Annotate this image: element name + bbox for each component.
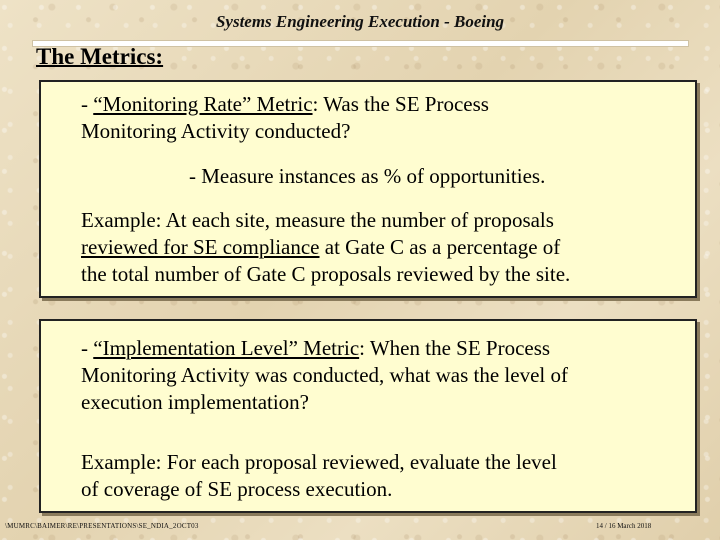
example-line2: of coverage of SE process execution. bbox=[81, 477, 393, 501]
metric-bullet: - bbox=[81, 336, 94, 360]
metric-definition bbox=[81, 91, 671, 145]
example-line1: Example: For each proposal reviewed, evaluate the level bbox=[81, 450, 557, 474]
example-underlined-phrase: reviewed for SE compliance bbox=[81, 235, 320, 259]
measure-note: - Measure instances as % of opportunities. bbox=[189, 164, 546, 188]
metric-bullet: - bbox=[81, 92, 94, 116]
metric-question-part1: : Was the SE Process bbox=[312, 92, 489, 116]
slide-header-title: Systems Engineering Execution - Boeing bbox=[215, 12, 505, 31]
metric-definition bbox=[81, 335, 671, 416]
metric-name: “Monitoring Rate” Metric bbox=[93, 92, 313, 116]
example-line1: Example: At each site, measure the number of proposals bbox=[81, 208, 554, 232]
example-text bbox=[81, 207, 671, 288]
footer-file-path: \MUMRC\BAIMER\RE\PRESENTATIONS\SE_NDIA_2OCT03 bbox=[5, 522, 199, 530]
metric-question-part3: execution implementation? bbox=[81, 390, 310, 414]
metric-question-part2: Monitoring Activity was conducted, what was the level of bbox=[81, 363, 568, 387]
footer-page-date: 14 / 16 March 2018 bbox=[596, 522, 652, 530]
example-line2: at Gate C as a percentage of bbox=[319, 235, 561, 259]
example-line3: the total number of Gate C proposals reviewed by the site. bbox=[81, 262, 571, 286]
example-text bbox=[81, 449, 671, 503]
metric-box-monitoring-rate bbox=[39, 80, 697, 298]
metric-name: “Implementation Level” Metric bbox=[93, 336, 360, 360]
section-heading: The Metrics: bbox=[36, 44, 164, 69]
metric-question-part2: Monitoring Activity conducted? bbox=[81, 119, 351, 143]
metric-box-implementation-level bbox=[39, 319, 697, 513]
metric-question-part1: : When the SE Process bbox=[359, 336, 551, 360]
